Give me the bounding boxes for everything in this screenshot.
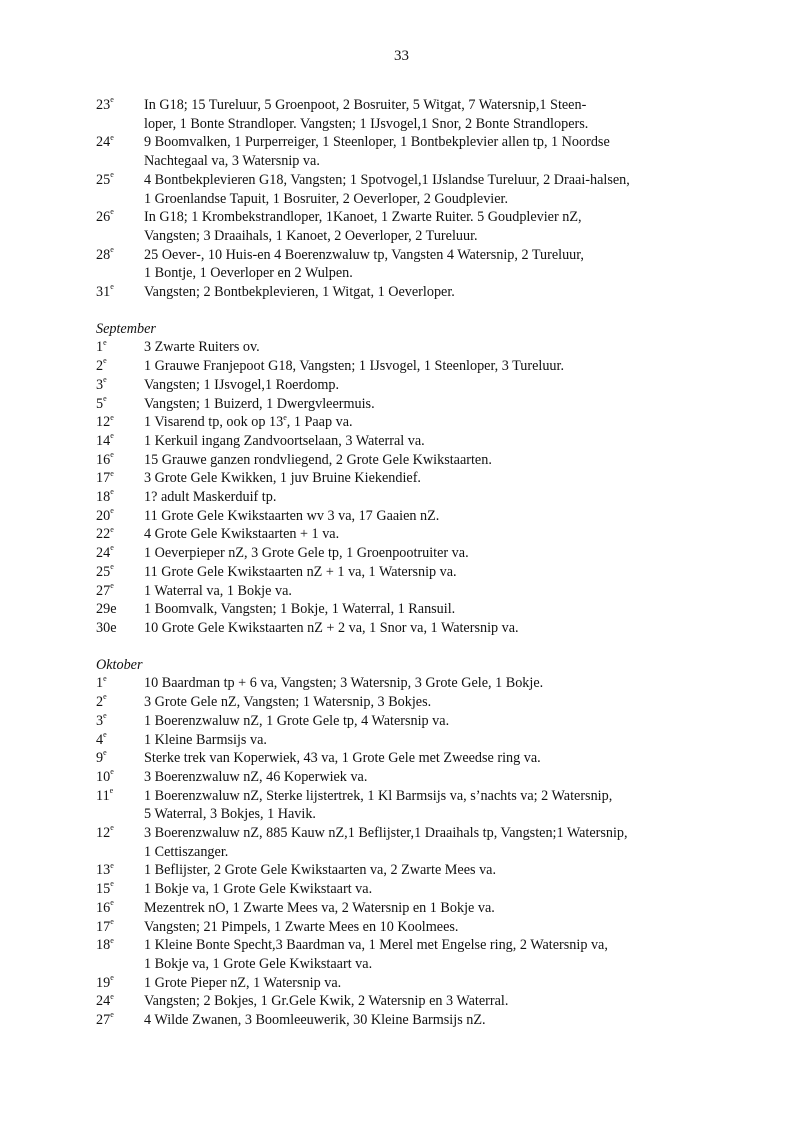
entry-observations: 1? adult Maskerduif tp. [144, 489, 277, 506]
entry-day-number: 11 [96, 787, 110, 804]
entry-date [96, 525, 144, 544]
entry-observations: 3 Grote Gele nZ, Vangsten; 1 Watersnip, 3 Bokjes. [144, 694, 432, 711]
entry-text [144, 395, 736, 414]
entry-observations: Vangsten; 2 Bokjes, 1 Gr.Gele Kwik, 2 Watersnip en 3 Waterral. [144, 993, 509, 1010]
entry-observations: 11 Grote Gele Kwikstaarten nZ + 1 va, 1 Watersnip va. [144, 563, 457, 580]
entry-day-number: 9 [96, 750, 104, 767]
page-number: 33 [394, 48, 409, 64]
entry-observations: 10 Baardman tp + 6 va, Vangsten; 3 Watersnip, 3 Grote Gele, 1 Bokje. [144, 675, 544, 692]
entry-day-number: 25 [96, 171, 111, 188]
entry-text [144, 357, 736, 376]
entry-day-suffix: e [110, 170, 114, 180]
entry-day-number: 25 [96, 563, 111, 580]
entry-day-suffix: e [110, 972, 114, 982]
entry-day-suffix: e [110, 132, 114, 142]
entry-day-number: 17 [96, 470, 111, 487]
entry-date [96, 96, 144, 133]
entry-day-suffix: e [110, 487, 114, 497]
entry-observations: Vangsten; 21 Pimpels, 1 Zwarte Mees en 10 Koolmees. [144, 918, 459, 935]
entry-day-suffix: e [110, 898, 114, 908]
entry-day-suffix: e [110, 412, 114, 422]
entry-date [96, 918, 144, 937]
entry-date [96, 674, 144, 693]
log-entry [96, 96, 736, 133]
entry-date [96, 787, 144, 824]
log-entry [96, 582, 736, 601]
entry-day-suffix: e [110, 244, 114, 254]
entry-observations: 11 Grote Gele Kwikstaarten wv 3 va, 17 Gaaien nZ. [144, 507, 440, 524]
entry-date [96, 395, 144, 414]
entry-date [96, 357, 144, 376]
entry-day-number: 2 [96, 694, 104, 711]
entry-date [96, 376, 144, 395]
entry-observations: 1 Kleine Barmsijs va. [144, 731, 267, 748]
month-heading: September [96, 320, 156, 337]
entry-text [144, 693, 736, 712]
entry-day-number: 26 [96, 209, 111, 226]
log-entry [96, 918, 736, 937]
entry-observations: 3 Zwarte Ruiters ov. [144, 339, 260, 356]
entry-date [96, 693, 144, 712]
entry-day-suffix: e [103, 729, 107, 739]
entry-date [96, 171, 144, 208]
entry-observations: 25 Oever-, 10 Huis-en 4 Boerenzwaluw tp, Vangsten 4 Watersnip, 2 Tureluur, 1 Bontje, 1 Oeverloper en 2 Wulpen. [144, 246, 584, 282]
entry-text [144, 824, 736, 861]
entry-text [144, 507, 736, 526]
entry-day-number: 17 [96, 918, 111, 935]
log-entry [96, 936, 736, 973]
entry-text [144, 731, 736, 750]
entry-text [144, 768, 736, 787]
log-entry [96, 357, 736, 376]
entry-observations: Vangsten; 1 Buizerd, 1 Dwergvleermuis. [144, 395, 375, 412]
entry-text [144, 133, 736, 170]
entry-day-suffix: e [110, 580, 114, 590]
log-entry [96, 133, 736, 170]
log-entry [96, 731, 736, 750]
entry-date [96, 544, 144, 563]
log-entry [96, 563, 736, 582]
entry-day-number: 27 [96, 582, 111, 599]
entry-date [96, 283, 144, 302]
entry-day-number: 31 [96, 284, 111, 301]
entry-text [144, 283, 736, 302]
entry-observations: 4 Wilde Zwanen, 3 Boomleeuwerik, 30 Kleine Barmsijs nZ. [144, 1012, 486, 1029]
log-entry [96, 992, 736, 1011]
entry-observations: 1 Oeverpieper nZ, 3 Grote Gele tp, 1 Groenpootruiter va. [144, 545, 469, 562]
log-entry [96, 488, 736, 507]
entry-observations-continued: , 1 Paap va. [286, 414, 353, 431]
entry-day-number: 18 [96, 489, 111, 506]
entry-day-suffix: e [110, 431, 114, 441]
entry-day-suffix: e [110, 767, 114, 777]
entry-day-number: 14 [96, 432, 111, 449]
log-entry [96, 749, 736, 768]
log-entry [96, 283, 736, 302]
entry-observations: 4 Grote Gele Kwikstaarten + 1 va. [144, 526, 340, 543]
log-content [96, 96, 736, 1030]
entry-day-number: 3 [96, 376, 104, 393]
entry-date [96, 338, 144, 357]
entry-day-number: 20 [96, 507, 111, 524]
log-entry [96, 619, 736, 638]
entry-observations: Mezentrek nO, 1 Zwarte Mees va, 2 Watersnip en 1 Bokje va. [144, 899, 495, 916]
entry-day-number: 29e [96, 601, 117, 618]
log-entry [96, 413, 736, 432]
entry-text [144, 451, 736, 470]
entry-day-suffix: e [110, 95, 114, 105]
entry-date [96, 861, 144, 880]
log-entry [96, 246, 736, 283]
entry-observations: Vangsten; 2 Bontbekplevieren, 1 Witgat, 1 Oeverloper. [144, 284, 455, 301]
log-entry [96, 451, 736, 470]
log-entry [96, 469, 736, 488]
entry-text [144, 96, 736, 133]
entry-date [96, 974, 144, 993]
log-entry [96, 395, 736, 414]
entry-text [144, 918, 736, 937]
entry-text [144, 1011, 736, 1030]
entry-date [96, 731, 144, 750]
entry-date [96, 824, 144, 861]
entry-observations: 1 Boerenzwaluw nZ, Sterke lijstertrek, 1 Kl Barmsijs va, s’nachts va; 2 Watersnip, 5 Waterral, 3 Bokjes, 1 Havik. [144, 787, 613, 823]
entry-observations: Sterke trek van Koperwiek, 43 va, 1 Grote Gele met Zweedse ring va. [144, 750, 541, 767]
entry-date [96, 469, 144, 488]
entry-day-number: 2 [96, 358, 104, 375]
entry-text [144, 899, 736, 918]
entry-day-number: 19 [96, 974, 111, 991]
entry-text [144, 563, 736, 582]
entry-day-suffix: e [110, 879, 114, 889]
entry-observations: 15 Grauwe ganzen rondvliegend, 2 Grote Gele Kwikstaarten. [144, 451, 492, 468]
entry-text [144, 861, 736, 880]
entry-date [96, 488, 144, 507]
entry-text [144, 936, 736, 973]
entry-text [144, 582, 736, 601]
entry-day-number: 12 [96, 825, 111, 842]
entry-day-suffix: e [110, 562, 114, 572]
entry-date [96, 880, 144, 899]
entry-observations: Vangsten; 1 IJsvogel,1 Roerdomp. [144, 376, 340, 393]
entry-day-suffix: e [103, 748, 107, 758]
entry-text [144, 488, 736, 507]
log-entry [96, 525, 736, 544]
entry-observations: 1 Kerkuil ingang Zandvoortselaan, 3 Waterral va. [144, 432, 425, 449]
log-entry [96, 674, 736, 693]
entry-day-suffix: e [110, 916, 114, 926]
entry-day-number: 24 [96, 545, 111, 562]
entry-date [96, 451, 144, 470]
entry-day-suffix: e [103, 393, 107, 403]
entry-day-suffix: e [110, 860, 114, 870]
entry-date [96, 712, 144, 731]
entry-observations: 3 Boerenzwaluw nZ, 885 Kauw nZ,1 Beflijster,1 Draaihals tp, Vangsten;1 Watersnip, 1 Cettiszanger. [144, 825, 628, 860]
entry-text [144, 432, 736, 451]
entry-day-number: 16 [96, 451, 111, 468]
entry-day-number: 24 [96, 134, 111, 151]
log-entry [96, 338, 736, 357]
entry-text [144, 171, 736, 208]
entry-date [96, 413, 144, 432]
entry-day-number: 1 [96, 675, 104, 692]
entry-day-number: 22 [96, 526, 111, 543]
entry-day-number: 1 [96, 339, 104, 356]
log-entry [96, 1011, 736, 1030]
entry-date [96, 619, 144, 638]
entry-text [144, 246, 736, 283]
entry-text [144, 208, 736, 245]
log-entry [96, 693, 736, 712]
entry-date [96, 768, 144, 787]
entry-text [144, 376, 736, 395]
entry-day-suffix: e [103, 337, 107, 347]
entry-observations: 1 Beflijster, 2 Grote Gele Kwikstaarten va, 2 Zwarte Mees va. [144, 862, 497, 879]
entry-day-suffix: e [110, 935, 114, 945]
entry-text [144, 600, 736, 619]
entry-day-number: 3 [96, 712, 104, 729]
entry-day-number: 23 [96, 97, 111, 113]
entry-observations: 10 Grote Gele Kwikstaarten nZ + 2 va, 1 Snor va, 1 Watersnip va. [144, 619, 519, 636]
entry-day-suffix: e [103, 356, 107, 366]
entry-observations: In G18; 15 Tureluur, 5 Groenpoot, 2 Bosruiter, 5 Witgat, 7 Watersnip,1 Steen- loper, 1 Bonte Strandloper. Vangsten; 1 IJsvogel,1 Snor, 2 Bonte Strandlopers. [144, 97, 589, 132]
log-entry [96, 171, 736, 208]
entry-date [96, 246, 144, 283]
entry-date [96, 1011, 144, 1030]
entry-date [96, 208, 144, 245]
entry-observations: 1 Grote Pieper nZ, 1 Watersnip va. [144, 974, 342, 991]
entry-day-number: 27 [96, 1012, 111, 1029]
log-entry [96, 974, 736, 993]
entry-text [144, 787, 736, 824]
entry-observations: 4 Bontbekplevieren G18, Vangsten; 1 Spotvogel,1 IJslandse Tureluur, 2 Draai-halsen, 1 Groenlandse Tapuit, 1 Bosruiter, 2 Oeverloper, 2 Goudplevier. [144, 171, 630, 207]
entry-observations: 1 Visarend tp, ook op 13 [144, 414, 284, 431]
entry-date [96, 749, 144, 768]
entry-text [144, 749, 736, 768]
entry-date [96, 432, 144, 451]
entry-date [96, 899, 144, 918]
log-entry [96, 712, 736, 731]
entry-text [144, 974, 736, 993]
entry-observations: 3 Boerenzwaluw nZ, 46 Koperwiek va. [144, 768, 368, 785]
entry-day-suffix: e [110, 524, 114, 534]
entry-observations: 3 Grote Gele Kwikken, 1 juv Bruine Kiekendief. [144, 470, 421, 487]
entry-day-suffix: e [103, 375, 107, 385]
entry-day-suffix: e [110, 449, 114, 459]
entry-day-suffix: e [103, 711, 107, 721]
entry-observations: 1 Kleine Bonte Specht,3 Baardman va, 1 Merel met Engelse ring, 2 Watersnip va, 1 Bokje va, 1 Grote Gele Kwikstaart va. [144, 937, 608, 972]
log-entry [96, 861, 736, 880]
entry-day-number: 4 [96, 731, 104, 748]
entry-day-suffix: e [110, 823, 114, 833]
entry-day-number: 28 [96, 246, 111, 263]
entry-observations: 1 Boomvalk, Vangsten; 1 Bokje, 1 Waterral, 1 Ransuil. [144, 601, 456, 618]
log-entry [96, 899, 736, 918]
entry-observations: 9 Boomvalken, 1 Purperreiger, 1 Steenloper, 1 Bontbekplevier allen tp, 1 Noordse Nachtegaal va, 3 Watersnip va. [144, 134, 610, 170]
log-entry [96, 880, 736, 899]
entry-day-number: 15 [96, 881, 111, 898]
log-entry [96, 600, 736, 619]
log-entry [96, 768, 736, 787]
log-entry [96, 432, 736, 451]
entry-day-number: 18 [96, 937, 111, 954]
entry-text [144, 525, 736, 544]
entry-observations: 1 Bokje va, 1 Grote Gele Kwikstaart va. [144, 881, 373, 898]
entry-observations: 1 Grauwe Franjepoot G18, Vangsten; 1 IJsvogel, 1 Steenloper, 3 Tureluur. [144, 358, 565, 375]
entry-day-number: 13 [96, 862, 111, 879]
log-entry [96, 787, 736, 824]
entry-date [96, 582, 144, 601]
entry-date [96, 507, 144, 526]
entry-day-number: 30e [96, 619, 117, 636]
entry-observations: 1 Boerenzwaluw nZ, 1 Grote Gele tp, 4 Watersnip va. [144, 712, 450, 729]
entry-date [96, 563, 144, 582]
entry-day-number: 5 [96, 395, 104, 412]
entry-text [144, 413, 736, 432]
entry-day-number: 16 [96, 899, 111, 916]
log-entry [96, 824, 736, 861]
entry-date [96, 992, 144, 1011]
entry-day-suffix: e [110, 506, 114, 516]
log-entry [96, 208, 736, 245]
entry-day-suffix: e [110, 468, 114, 478]
entry-text [144, 469, 736, 488]
entry-day-suffix: e [110, 1010, 114, 1020]
log-entry [96, 507, 736, 526]
entry-text [144, 674, 736, 693]
entry-date [96, 936, 144, 973]
entry-day-suffix: e [103, 692, 107, 702]
entry-day-suffix: e [110, 207, 114, 217]
entry-day-number: 24 [96, 993, 111, 1010]
entry-text [144, 338, 736, 357]
entry-day-suffix: e [103, 673, 107, 683]
log-entry [96, 376, 736, 395]
entry-day-number: 12 [96, 414, 111, 431]
log-entry [96, 544, 736, 563]
entry-day-suffix: e [110, 282, 114, 292]
inline-day-suffix: e [283, 412, 287, 422]
entry-text [144, 619, 736, 638]
entry-text [144, 992, 736, 1011]
entry-day-suffix: e [110, 991, 114, 1001]
month-heading: Oktober [96, 656, 143, 673]
entry-date [96, 600, 144, 619]
entry-day-number: 10 [96, 768, 111, 785]
entry-text [144, 880, 736, 899]
entry-observations: 1 Waterral va, 1 Bokje va. [144, 582, 292, 599]
entry-text [144, 712, 736, 731]
entry-day-suffix: e [110, 543, 114, 553]
entry-day-suffix: e [109, 785, 114, 795]
entry-text [144, 544, 736, 563]
entry-date [96, 133, 144, 170]
entry-observations: In G18; 1 Krombekstrandloper, 1Kanoet, 1 Zwarte Ruiter. 5 Goudplevier nZ, Vangsten; 3 Draaihals, 1 Kanoet, 2 Oeverloper, 2 Tureluur. [144, 209, 582, 244]
